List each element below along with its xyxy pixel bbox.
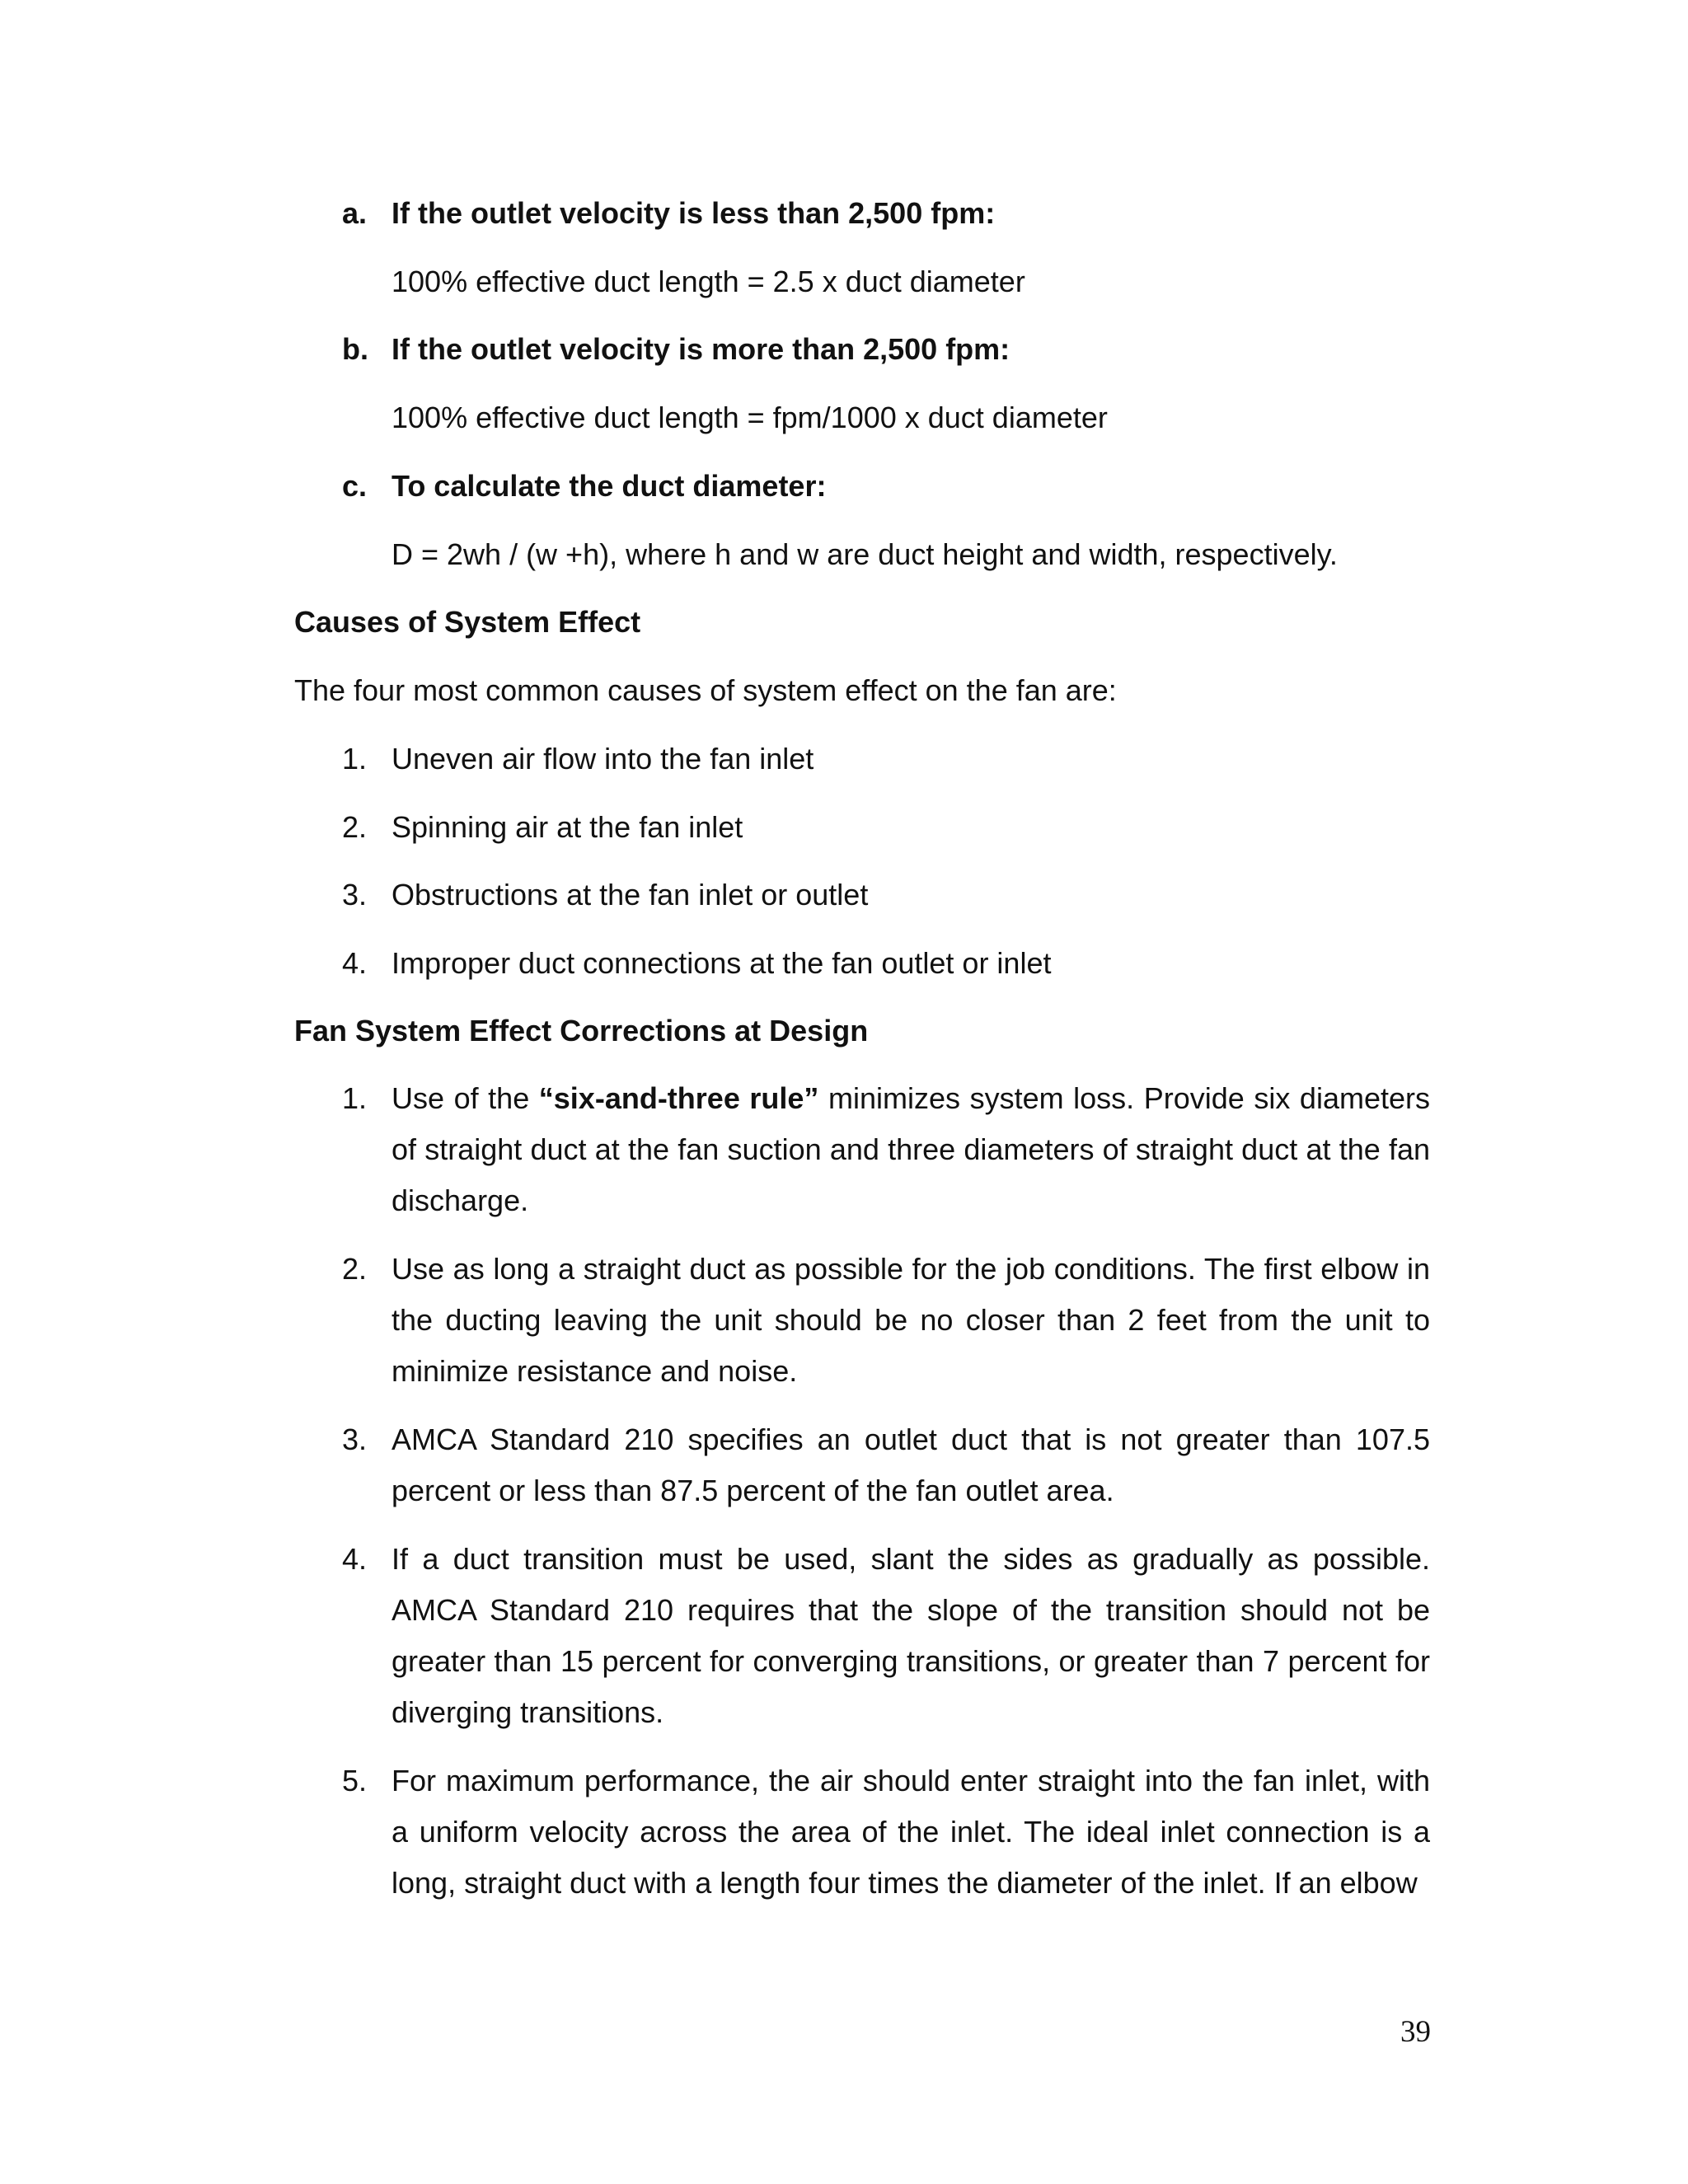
cause-item-4-text: Improper duct connections at the fan outlet or inlet [392,946,1052,980]
correction-item-3-marker: 3. [342,1422,368,1456]
correction-item-2 [342,1244,1430,1427]
causes-intro: The four most common causes of system effect on the fan are: [294,673,1117,707]
causes-heading: Causes of System Effect [294,605,641,639]
condition-b-title [342,332,1010,367]
correction-item-5 [342,1755,1430,1938]
condition-a-title [342,196,995,231]
correction-item-4 [342,1534,1430,1768]
correction-item-5-marker: 5. [342,1764,368,1797]
correction-item-2-marker: 2. [342,1252,368,1286]
cause-item-1-marker: 1. [342,742,368,776]
condition-c-formula: D = 2wh / (w +h), where h and w are duct height and width, respectively. [392,537,1338,571]
correction-item-1 [342,1073,1430,1256]
six-and-three-rule-emphasis: “six-and-three rule” [538,1081,819,1115]
condition-a-marker: a. [342,196,368,230]
condition-a-formula: 100% effective duct length = 2.5 x duct diameter [392,265,1025,298]
cause-item-1-text: Uneven air flow into the fan inlet [392,742,814,776]
correction-item-1-text [392,1073,1430,1226]
corrections-heading: Fan System Effect Corrections at Design [294,1014,869,1047]
condition-c-title-text: To calculate the duct diameter: [392,469,827,503]
correction-item-4-marker: 4. [342,1542,368,1576]
correction-item-5-text: For maximum performance, the air should enter straight into the fan inlet, with a uniform velocity across the area of the inlet. The ideal inlet connection is a long, straight duct with a length four times the diameter of the inlet. If an elbow [392,1764,1430,1900]
correction-item-2-text: Use as long a straight duct as possible for the job conditions. The first elbow in the ducting leaving the unit should be no closer than 2 feet from the unit to minimize resistance and noise. [392,1252,1430,1388]
cause-item-2-marker: 2. [342,810,368,844]
condition-a-title-text: If the outlet velocity is less than 2,500 fpm: [392,196,996,230]
correction-item-4-text: If a duct transition must be used, slant the sides as gradually as possible. AMCA Standard 210 requires that the slope of the transition should not be greater than 15 percent for converging transitions, or greater than 7 percent for diverging transitions. [392,1542,1430,1729]
page-number: 39 [1400,2015,1431,2049]
condition-b-marker: b. [342,332,368,366]
condition-b-formula: 100% effective duct length = fpm/1000 x duct diameter [392,401,1108,434]
correction-item-3-text: AMCA Standard 210 specifies an outlet duct that is not greater than 107.5 percent or less than 87.5 percent of the fan outlet area. [392,1422,1430,1507]
cause-item-3-marker: 3. [342,878,368,912]
correction-item-1-prefix: Use of the [392,1081,539,1115]
condition-c-marker: c. [342,469,368,503]
correction-item-1-marker: 1. [342,1081,368,1115]
cause-item-2-text: Spinning air at the fan inlet [392,810,743,844]
correction-item-3 [342,1414,1430,1546]
condition-b-title-text: If the outlet velocity is more than 2,500 fpm: [392,332,1010,366]
cause-item-4-marker: 4. [342,946,368,980]
correction-item-1-body: minimizes system loss. Provide six diameters of straight duct at the fan suction and three diameters of straight duct at the fan discharge. [392,1081,1430,1217]
cause-item-3-text: Obstructions at the fan inlet or outlet [392,878,869,912]
condition-c-title [342,469,826,504]
